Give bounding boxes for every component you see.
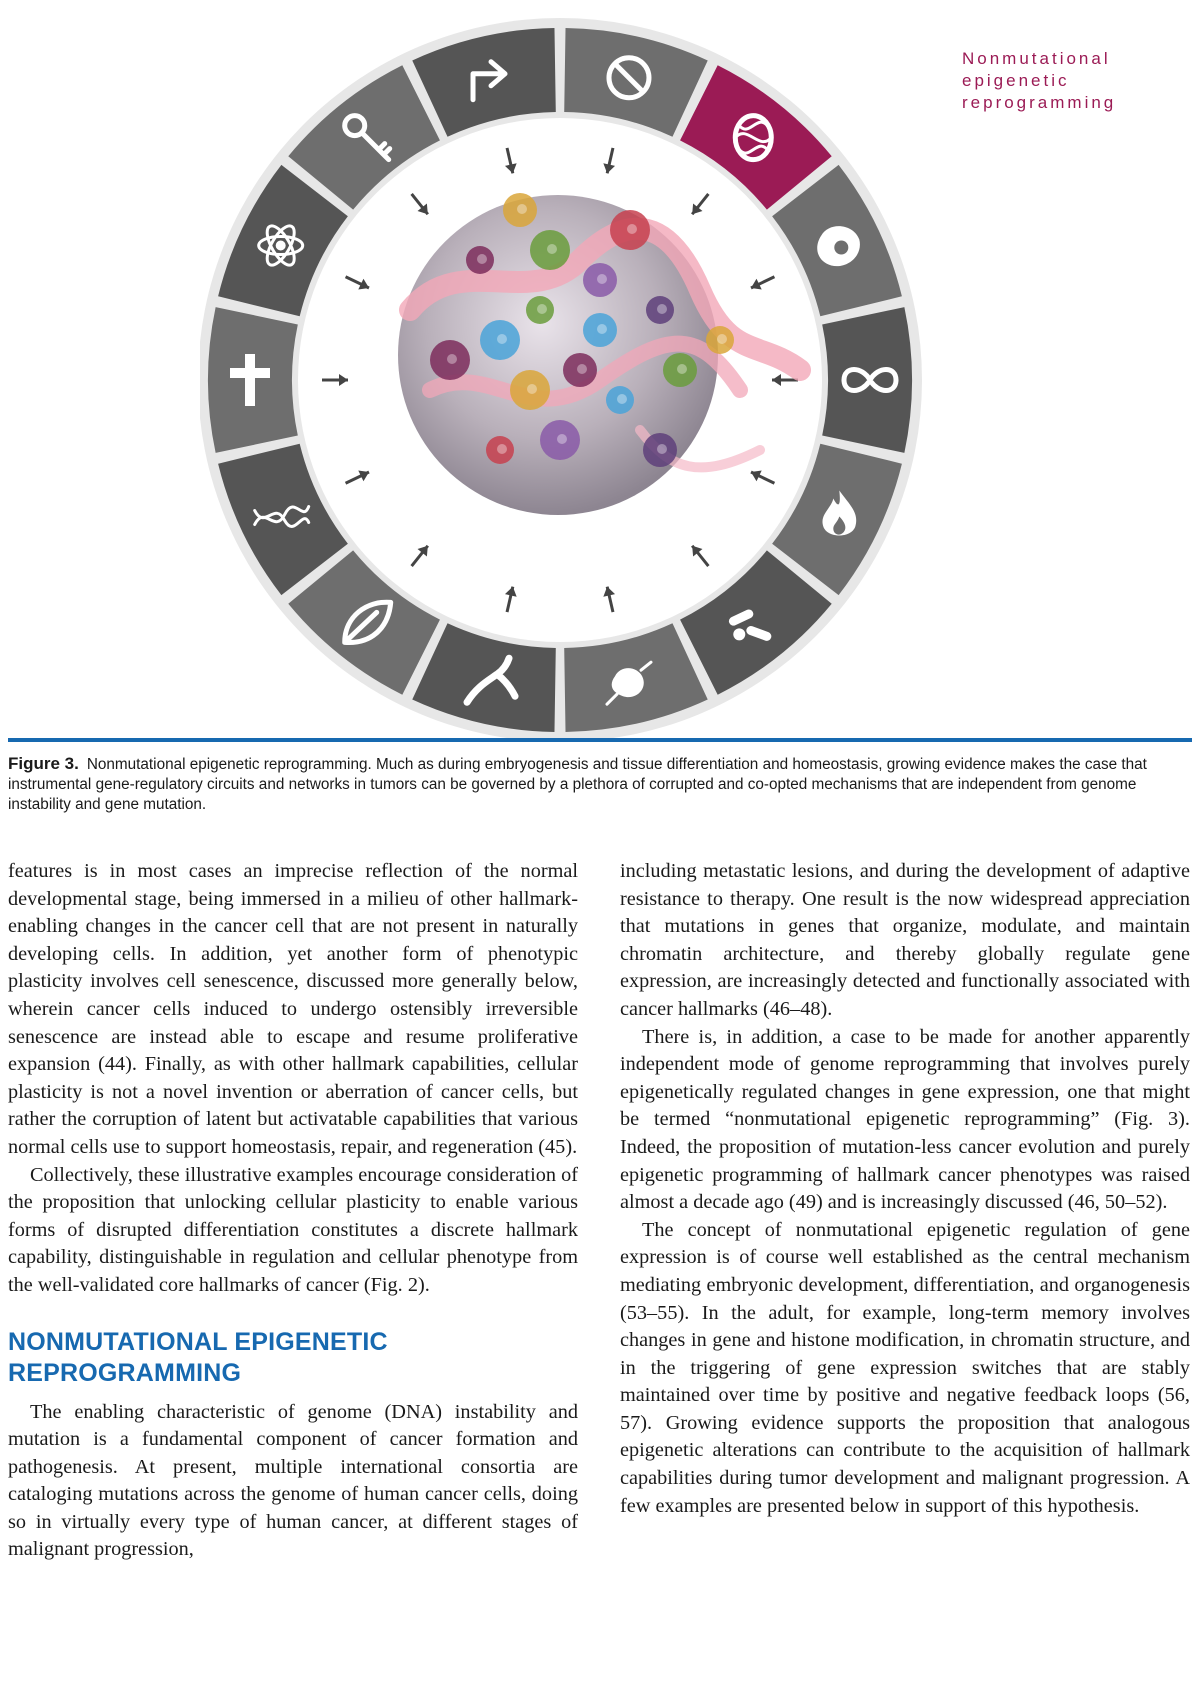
callout-line-1: Nonmutational bbox=[962, 49, 1111, 68]
cell-nucleus bbox=[537, 304, 547, 314]
hallmarks-figure bbox=[200, 10, 1117, 750]
cell-nucleus bbox=[677, 364, 687, 374]
cell-nucleus bbox=[477, 254, 487, 264]
callout-line-2: epigenetic reprogramming bbox=[962, 71, 1117, 112]
cell-nucleus bbox=[597, 324, 607, 334]
cell-nucleus bbox=[447, 354, 457, 364]
caption-rule bbox=[8, 738, 1192, 742]
section-heading bbox=[8, 1327, 578, 1389]
cross-icon-shape bbox=[230, 368, 270, 378]
caption-text: Nonmutational epigenetic reprogramming. Much as during embryogenesis and tissue differentiation and homeostasis, growing evidence makes the case that instrumental gene-regulatory circuits and networks in tumors can be governed by a plethora of corrupted and co-opted mechanisms that are independent from genome instability and gene mutation. bbox=[8, 756, 1147, 813]
paragraph: including metastatic lesions, and during the development of adaptive resistance to therapy. One result is the now widespread appreciation that mutations in genes that organize, modulate, and maintain chromatin architecture, and thereby globally regulate gene expression, are increasingly detected and functionally associated with cancer hallmarks (46–48). bbox=[620, 860, 1190, 1020]
cell-nucleus bbox=[597, 274, 607, 284]
heading-line-1: NONMUTATIONAL EPIGENETIC bbox=[8, 1327, 388, 1356]
cell-nucleus bbox=[627, 224, 637, 234]
microbiome-icon-shape bbox=[733, 628, 745, 640]
cell-nucleus bbox=[717, 334, 727, 344]
cell-death-icon-shape bbox=[834, 240, 848, 254]
paragraph: There is, in addition, a case to be made for another apparently independent mode of genome reprogramming that involves purely epigenetically regulated changes in gene expression, one that might be termed “nonmutational epigenetic reprogramming” (Fig. 3). Indeed, the proposition of mutation-less cancer evolution and purely epigenetic programming of hallmark cancer phenotypes was raised almost a decade ago (49) and is increasingly discussed (46, 50–52). bbox=[620, 1025, 1190, 1214]
cell-nucleus bbox=[577, 364, 587, 374]
cell-nucleus bbox=[527, 384, 537, 394]
cell-nucleus bbox=[557, 434, 567, 444]
heading-line-2: REPROGRAMMING bbox=[8, 1358, 242, 1387]
cell-nucleus bbox=[517, 204, 527, 214]
cell-nucleus bbox=[657, 444, 667, 454]
caption-label: Figure 3. bbox=[8, 754, 79, 773]
right-column bbox=[620, 858, 1190, 1520]
cross-icon-shape bbox=[245, 354, 255, 406]
figure-caption bbox=[8, 754, 1192, 815]
left-column bbox=[8, 858, 578, 1564]
paragraph: The enabling characteristic of genome (DNA) instability and mutation is a fundamental component of cancer formation and pathogenesis. At present, multiple international consortia are cataloging mutations across the genome of human cancer cells, doing so in virtually every type of human cancer, at different stages of malignant progression, bbox=[8, 1400, 578, 1561]
paragraph: features is in most cases an imprecise reflection of the normal developmental stage, being immersed in a milieu of other hallmark-enabling changes in the cancer cell that are not present in naturally developing cells. In addition, yet another form of phenotypic plasticity involves cell senescence, discussed more generally below, wherein cancer cells induced to undergo ostensibly irreversible senescence are instead able to escape and resume proliferative expansion (44). Finally, as with other hallmark capabilities, cellular plasticity is not a novel invention or aberration of cancer cells, but rather the corruption of latent but activatable capabilities that various normal cells use to support homeostasis, repair, and regeneration (45). bbox=[8, 860, 578, 1158]
cell-nucleus bbox=[547, 244, 557, 254]
figure-callout bbox=[962, 48, 1116, 114]
paragraph: Collectively, these illustrative examples encourage consideration of the proposition that unlocking cellular plasticity to enable various forms of disrupted differentiation constitutes a discrete hallmark capability, distinguishable in regulation and cellular phenotype from the well-validated core hallmarks of cancer (Fig. 2). bbox=[8, 1163, 578, 1296]
cell-nucleus bbox=[657, 304, 667, 314]
atom-icon-shape bbox=[276, 240, 286, 250]
hallmarks-ring-diagram bbox=[200, 10, 960, 750]
paragraph: The concept of nonmutational epigenetic regulation of gene expression is of course well established as the central mechanism mediating embryonic development, differentiation, and organogenesis (53–55). In the adult, for example, long-term memory involves changes in gene and histone modification, in chromatin structure, and in the triggering of gene expression switches that are stably maintained over time by positive and negative feedback loops (56, 57). Growing evidence supports the proposition that analogous epigenetic alterations can contribute to the acquisition of hallmark capabilities during tumor development and malignant progression. A few examples are presented below in support of this hypothesis. bbox=[620, 1218, 1190, 1517]
cell-nucleus bbox=[497, 334, 507, 344]
cell-nucleus bbox=[497, 444, 507, 454]
cell-nucleus bbox=[617, 394, 627, 404]
